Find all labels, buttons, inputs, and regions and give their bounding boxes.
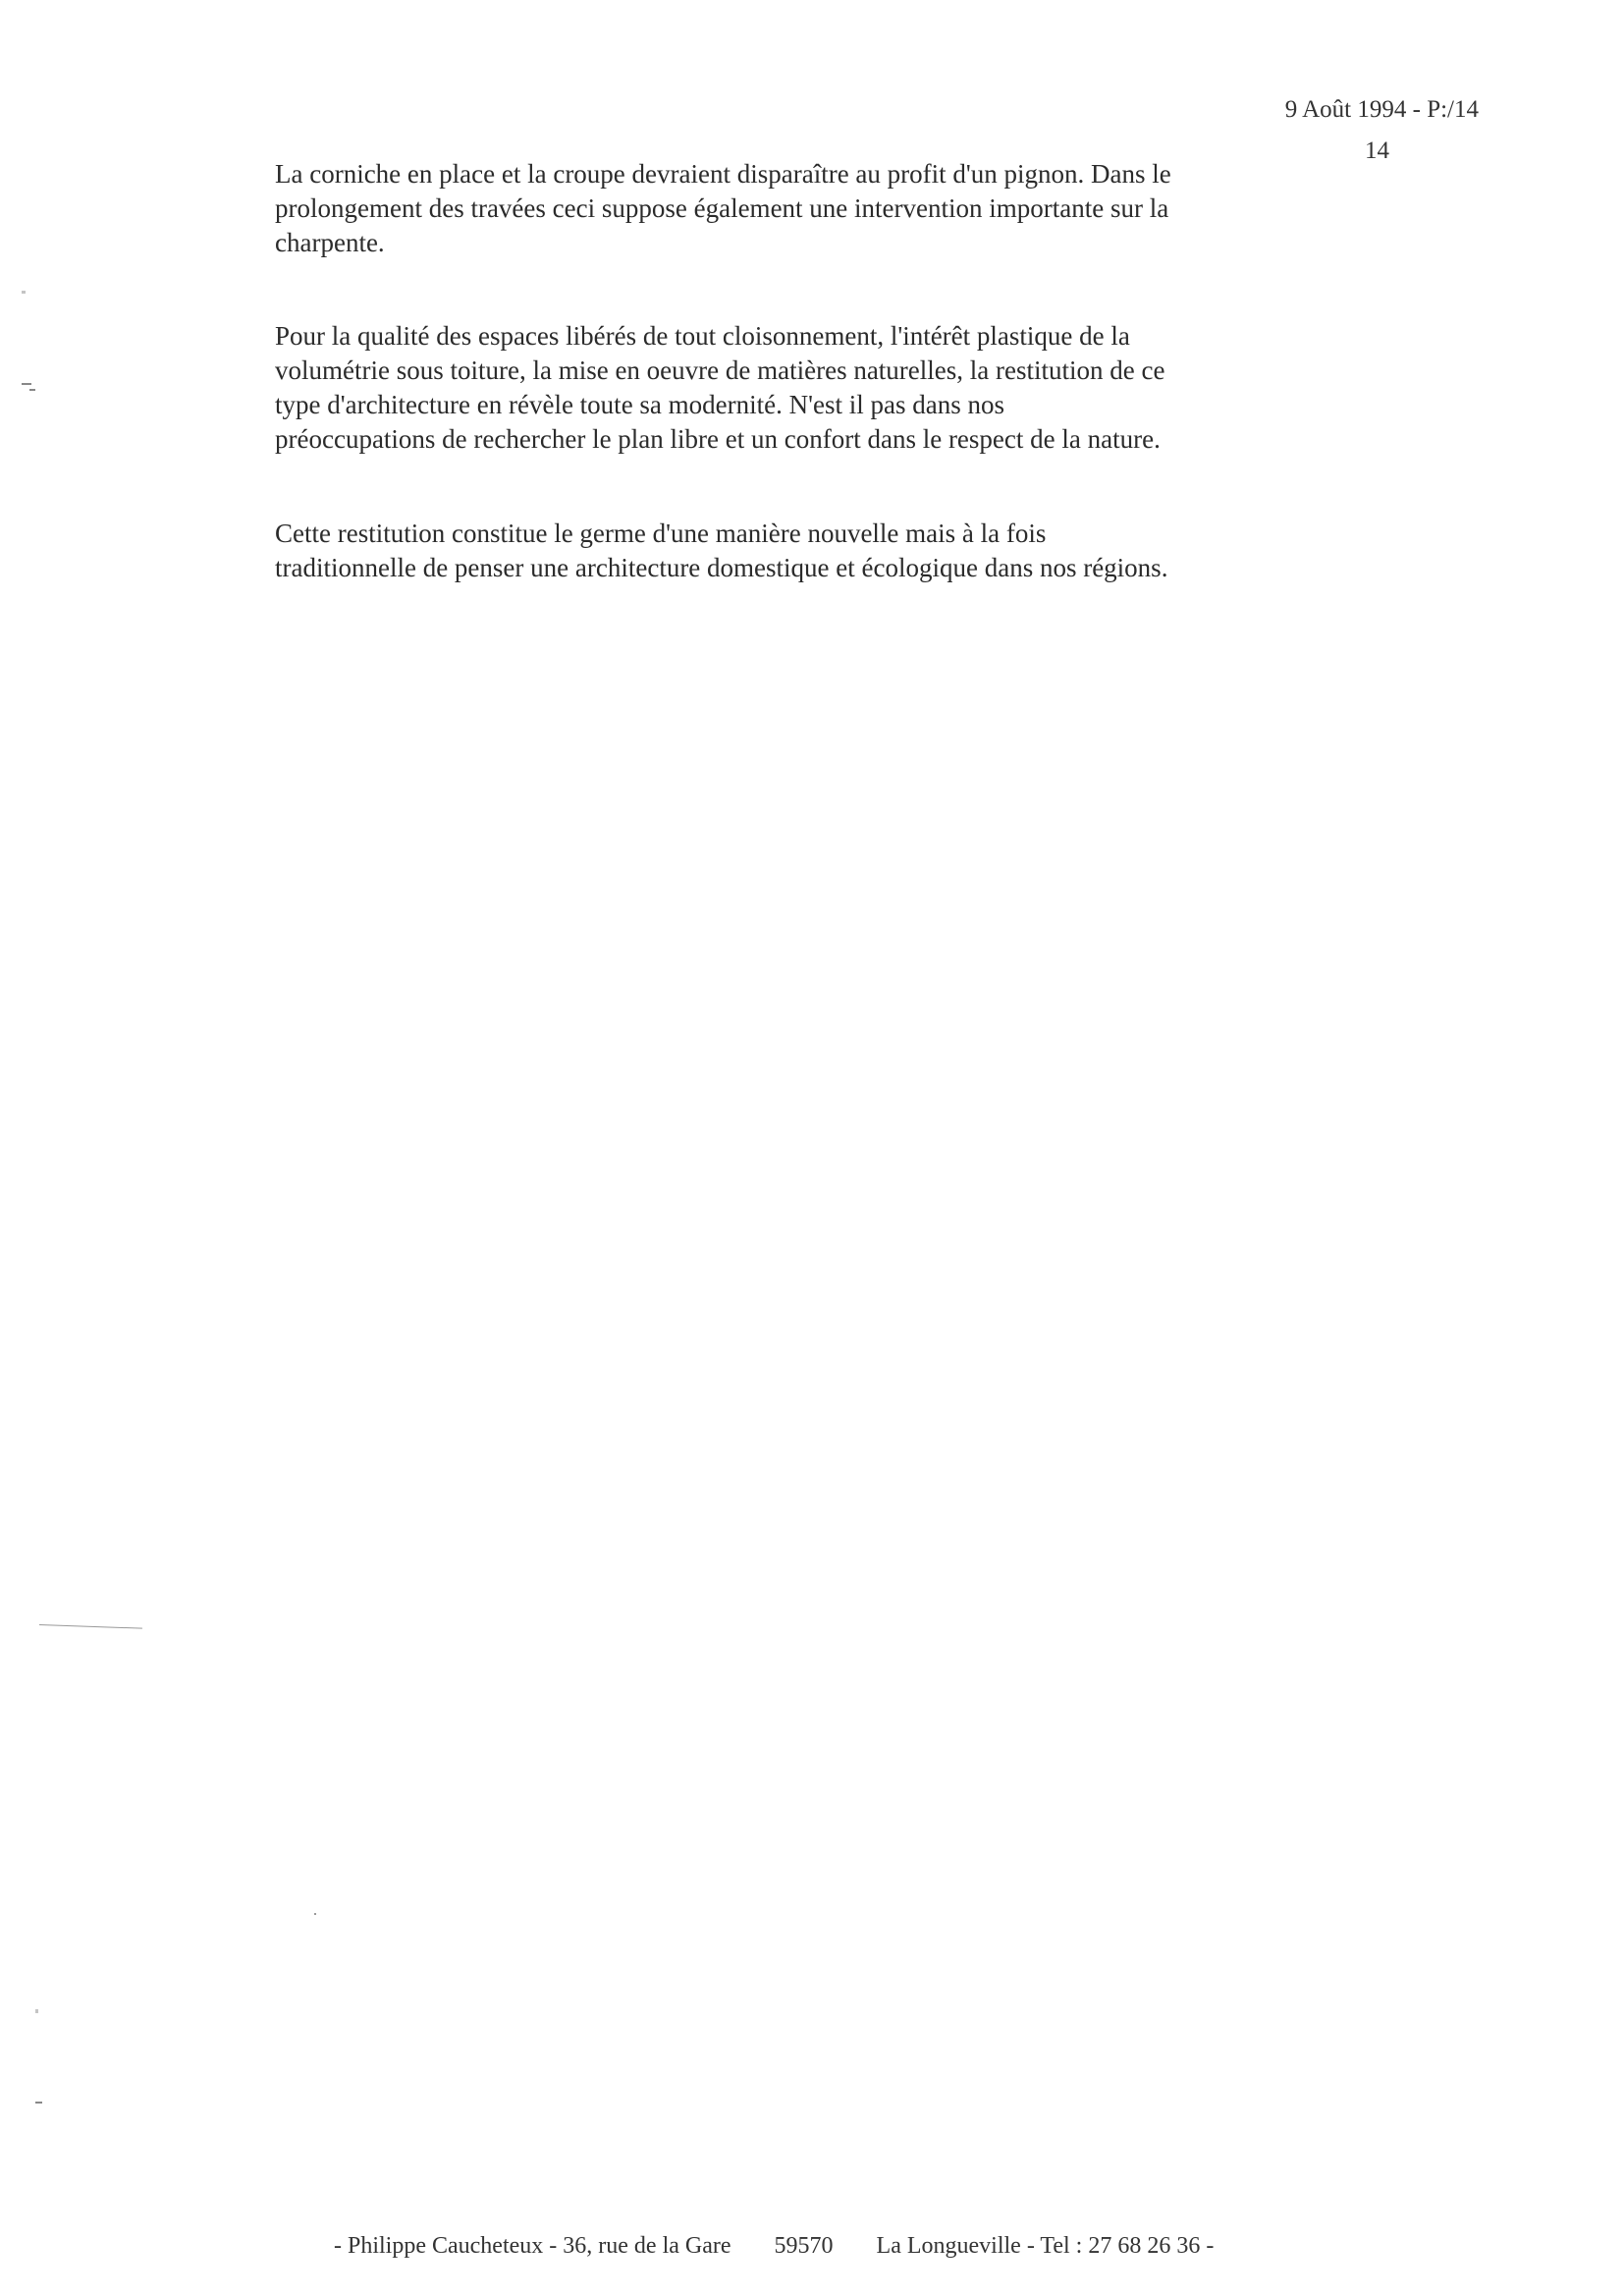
footer-postal-code: 59570 [774,2233,834,2259]
scan-artifact [35,2009,38,2013]
scan-artifact [314,1913,316,1915]
footer-name-address: - Philippe Caucheteux - 36, rue de la Gare [334,2233,731,2259]
footer-city-phone: La Longueville - Tel : 27 68 26 36 - [876,2233,1215,2259]
scan-artifact [22,291,26,294]
header-date-reference: 9 Août 1994 - P:/14 [1284,96,1479,123]
paragraph-line: préoccupations de rechercher le plan libre et un confort dans le respect de la nature. [275,424,1161,454]
scan-artifact [39,1624,142,1629]
scan-artifact [29,389,35,391]
paragraph-line: La corniche en place et la croupe devraient disparaître au profit d'un pignon. Dans le [275,159,1171,189]
paragraph-line: Cette restitution constitue le germe d'une manière nouvelle mais à la fois [275,519,1047,548]
paragraph-line: traditionnelle de penser une architecture domestique et écologique dans nos régions. [275,553,1168,582]
paragraph-line: type d'architecture en révèle toute sa modernité. N'est il pas dans nos [275,390,1004,419]
paragraph-space-quality [275,319,1326,457]
scan-artifact [35,2102,42,2104]
paragraph-line: charpente. [275,228,385,257]
scan-artifact [22,383,31,385]
paragraph-line: Pour la qualité des espaces libérés de tout cloisonnement, l'intérêt plastique de la [275,321,1130,351]
page-number: 14 [1365,137,1389,164]
page-footer [334,2233,1214,2260]
paragraph-line: prolongement des travées ceci suppose également une intervention importante sur la [275,193,1169,223]
paragraph-roof-modification [275,157,1326,260]
paragraph-restitution [275,517,1326,585]
paragraph-line: volumétrie sous toiture, la mise en oeuvre de matières naturelles, la restitution de ce [275,355,1165,385]
